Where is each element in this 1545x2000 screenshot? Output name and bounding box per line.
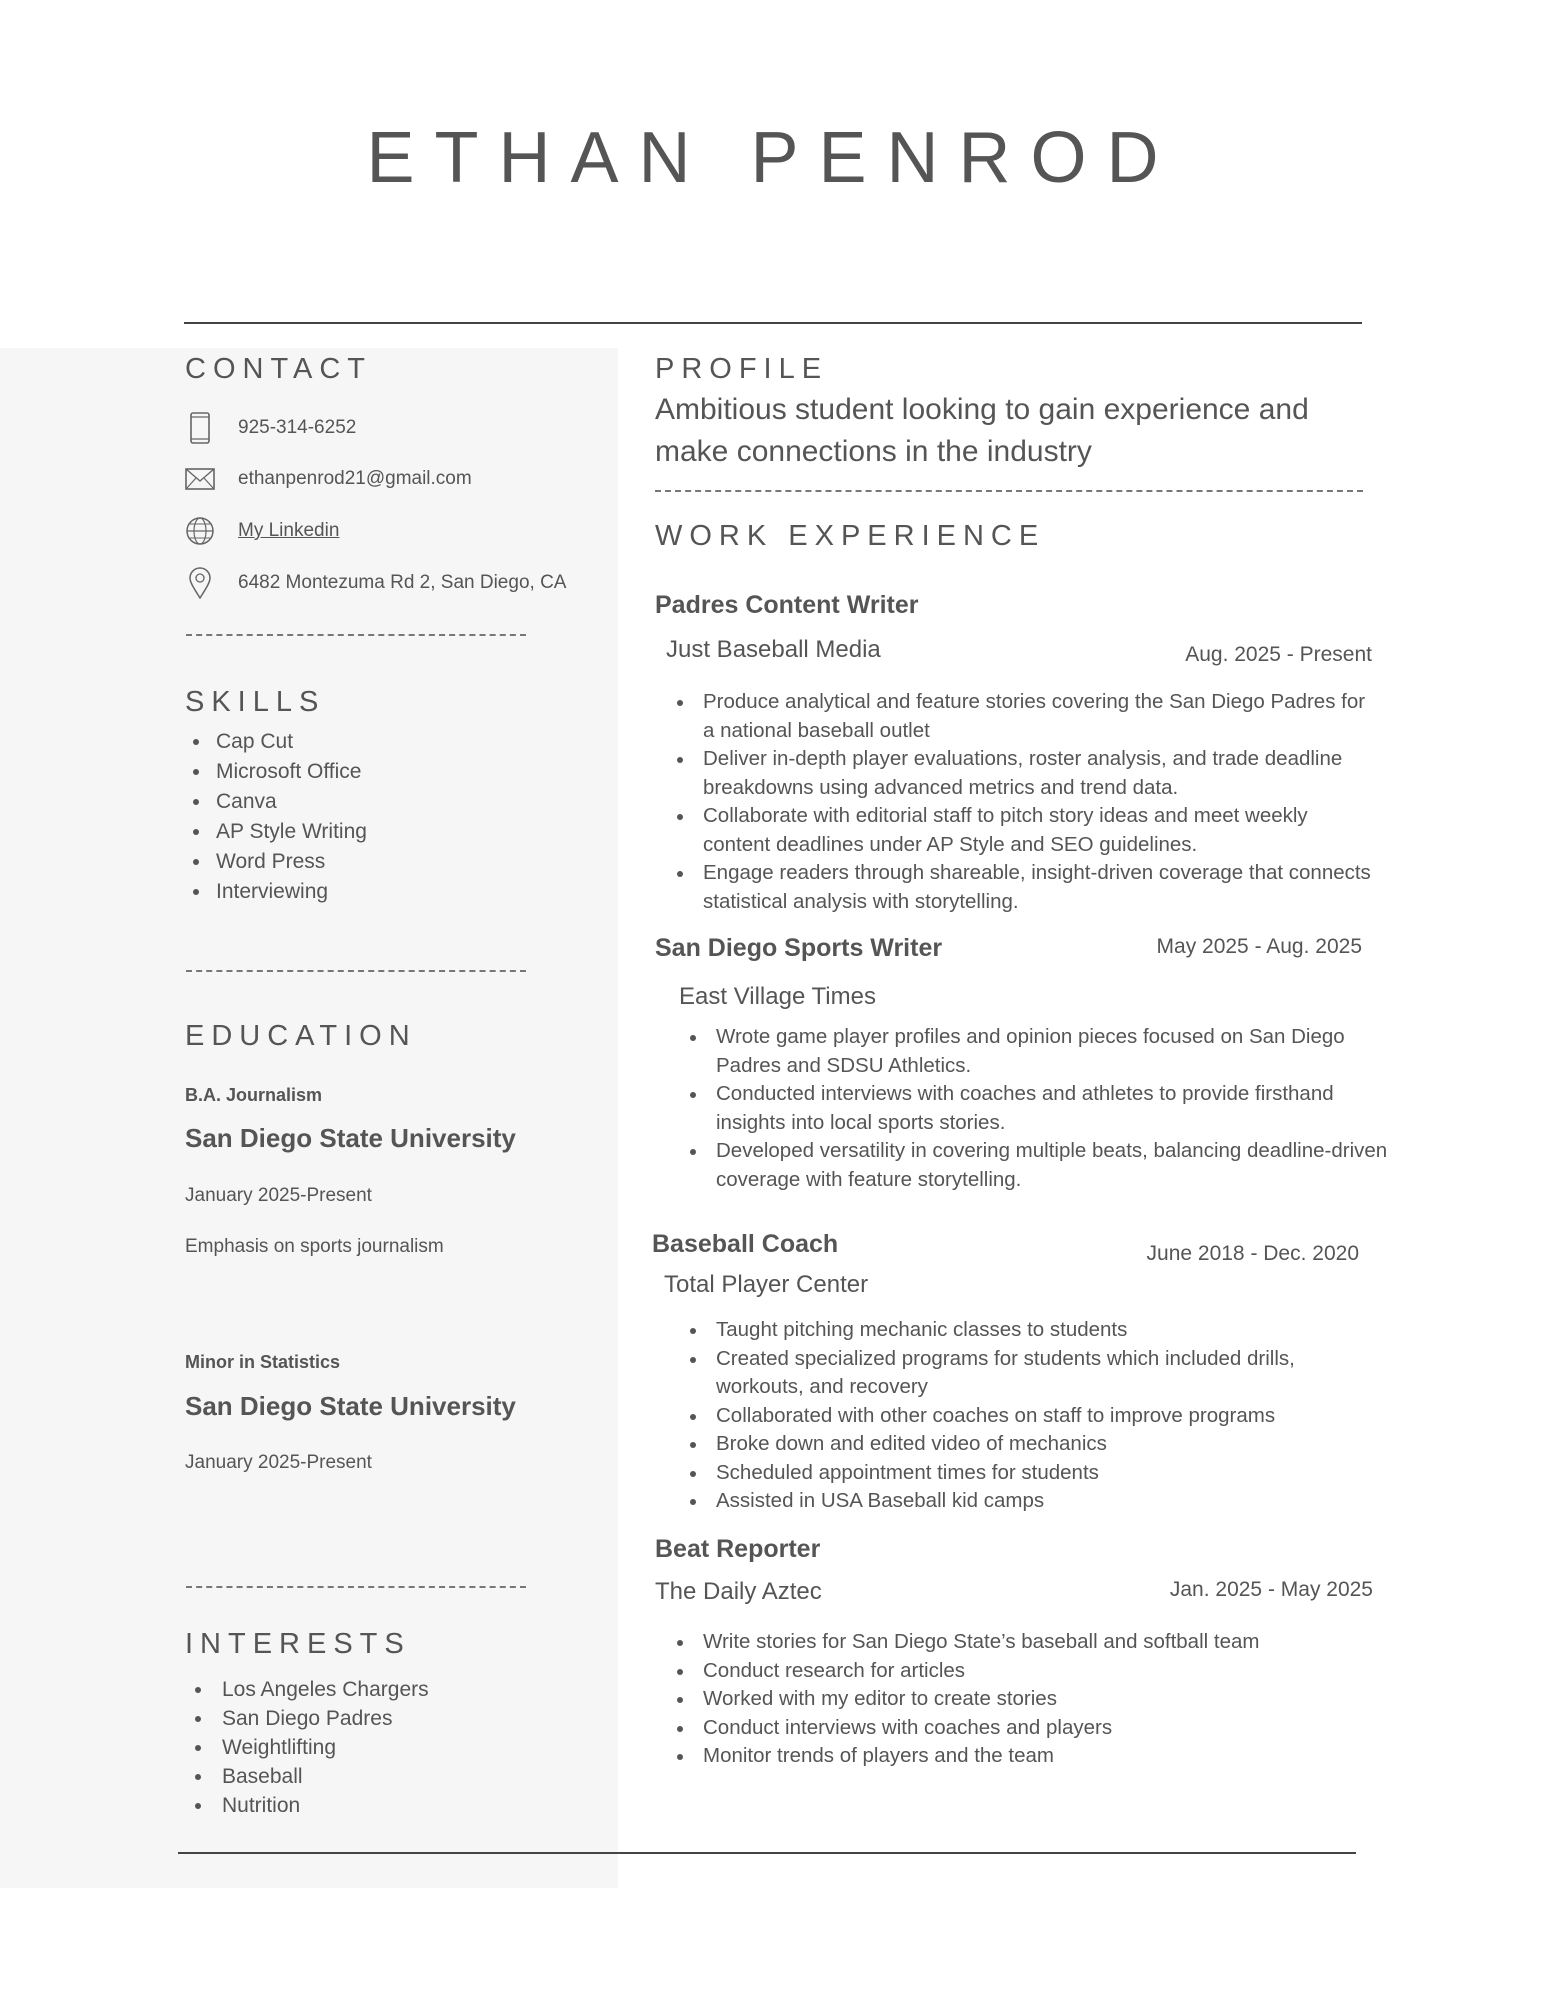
duty-item: Conduct interviews with coaches and players bbox=[655, 1714, 1375, 1743]
sidebar-divider-3 bbox=[186, 1586, 526, 1588]
job-dates: Jan. 2025 - May 2025 bbox=[1169, 1578, 1373, 1601]
duty-item: Conducted interviews with coaches and athletes to provide firsthand insights into local sports stories. bbox=[668, 1080, 1388, 1137]
duty-item: Deliver in-depth player evaluations, roster analysis, and trade deadline breakdowns using advanced metrics and trend data. bbox=[655, 745, 1375, 802]
job-title: Beat Reporter bbox=[655, 1535, 821, 1563]
mail-icon bbox=[184, 463, 216, 495]
location-pin-icon bbox=[184, 567, 216, 599]
duty-item: Taught pitching mechanic classes to students bbox=[668, 1316, 1388, 1345]
interest-item: Baseball bbox=[184, 1762, 584, 1791]
interest-item: Weightlifting bbox=[184, 1733, 584, 1762]
duty-item: Collaborated with other coaches on staff to improve programs bbox=[668, 1402, 1388, 1431]
sidebar-divider-2 bbox=[186, 970, 526, 972]
duty-item: Wrote game player profiles and opinion pieces focused on San Diego Padres and SDSU Athletics. bbox=[668, 1023, 1388, 1080]
duty-item: Developed versatility in covering multiple beats, balancing deadline-driven coverage with feature storytelling. bbox=[668, 1137, 1388, 1194]
globe-icon bbox=[184, 515, 216, 547]
street-address: 6482 Montezuma Rd 2, San Diego, CA bbox=[238, 572, 567, 593]
job-duties bbox=[655, 1628, 1375, 1771]
work-heading: WORK EXPERIENCE bbox=[655, 520, 1046, 552]
email-address: ethanpenrod21@gmail.com bbox=[238, 468, 472, 489]
duty-item: Produce analytical and feature stories covering the San Diego Padres for a national baseball outlet bbox=[655, 688, 1375, 745]
skill-item: Cap Cut bbox=[184, 727, 584, 757]
job-duties bbox=[655, 688, 1375, 916]
job-dates: Aug. 2025 - Present bbox=[1185, 643, 1372, 666]
school-name: San Diego State University bbox=[185, 1391, 516, 1421]
contact-linkedin[interactable] bbox=[184, 511, 339, 551]
job-company: Total Player Center bbox=[664, 1271, 869, 1298]
resume-name: ETHAN PENROD bbox=[366, 118, 1179, 198]
duty-item: Created specialized programs for students which included drills, workouts, and recovery bbox=[668, 1345, 1388, 1402]
interest-item: San Diego Padres bbox=[184, 1704, 584, 1733]
job-title: Baseball Coach bbox=[652, 1230, 839, 1258]
degree-title: Minor in Statistics bbox=[185, 1352, 341, 1372]
duty-item: Write stories for San Diego State’s baseball and softball team bbox=[655, 1628, 1375, 1657]
linkedin-link[interactable]: My Linkedin bbox=[238, 520, 340, 541]
sidebar-divider-1 bbox=[186, 634, 526, 636]
job-title: San Diego Sports Writer bbox=[655, 934, 943, 962]
phone-icon bbox=[184, 412, 216, 444]
duty-item: Broke down and edited video of mechanics bbox=[668, 1430, 1388, 1459]
job-title: Padres Content Writer bbox=[655, 591, 919, 619]
duty-item: Monitor trends of players and the team bbox=[655, 1742, 1375, 1771]
interest-item: Nutrition bbox=[184, 1791, 584, 1820]
job-duties bbox=[668, 1023, 1388, 1194]
skill-item: Canva bbox=[184, 787, 584, 817]
skills-list bbox=[184, 727, 584, 907]
skills-heading: SKILLS bbox=[185, 686, 326, 718]
bottom-divider bbox=[178, 1852, 1356, 1854]
education-heading: EDUCATION bbox=[185, 1020, 417, 1052]
education-dates: January 2025-Present bbox=[185, 1185, 372, 1206]
education-note: Emphasis on sports journalism bbox=[185, 1236, 444, 1257]
duty-item: Conduct research for articles bbox=[655, 1657, 1375, 1686]
duty-item: Assisted in USA Baseball kid camps bbox=[668, 1487, 1388, 1516]
duty-item: Scheduled appointment times for students bbox=[668, 1459, 1388, 1488]
interest-item: Los Angeles Chargers bbox=[184, 1675, 584, 1704]
phone-number: 925-314-6252 bbox=[238, 417, 357, 438]
profile-summary: Ambitious student looking to gain experience and make connections in the industry bbox=[655, 393, 1309, 468]
contact-email bbox=[184, 459, 472, 499]
job-company: Just Baseball Media bbox=[666, 636, 881, 663]
duty-item: Collaborate with editorial staff to pitch story ideas and meet weekly content deadlines under AP Style and SEO guidelines. bbox=[655, 802, 1375, 859]
school-name: San Diego State University bbox=[185, 1123, 516, 1153]
job-company: East Village Times bbox=[679, 983, 876, 1010]
skill-item: Interviewing bbox=[184, 877, 584, 907]
education-dates: January 2025-Present bbox=[185, 1452, 372, 1473]
contact-address bbox=[184, 563, 566, 603]
interests-heading: INTERESTS bbox=[185, 1628, 411, 1660]
duty-item: Engage readers through shareable, insight-driven coverage that connects statistical analysis with storytelling. bbox=[655, 859, 1375, 916]
job-duties bbox=[668, 1316, 1388, 1516]
contact-phone bbox=[184, 408, 356, 448]
top-divider bbox=[184, 322, 1362, 324]
job-dates: May 2025 - Aug. 2025 bbox=[1156, 935, 1362, 958]
interests-list bbox=[184, 1675, 584, 1820]
skill-item: Microsoft Office bbox=[184, 757, 584, 787]
duty-item: Worked with my editor to create stories bbox=[655, 1685, 1375, 1714]
job-company: The Daily Aztec bbox=[655, 1578, 822, 1605]
skill-item: Word Press bbox=[184, 847, 584, 877]
skill-item: AP Style Writing bbox=[184, 817, 584, 847]
job-dates: June 2018 - Dec. 2020 bbox=[1146, 1242, 1359, 1265]
contact-heading: CONTACT bbox=[185, 353, 373, 385]
profile-divider bbox=[655, 490, 1363, 492]
degree-title: B.A. Journalism bbox=[185, 1085, 323, 1105]
profile-heading: PROFILE bbox=[655, 353, 829, 385]
